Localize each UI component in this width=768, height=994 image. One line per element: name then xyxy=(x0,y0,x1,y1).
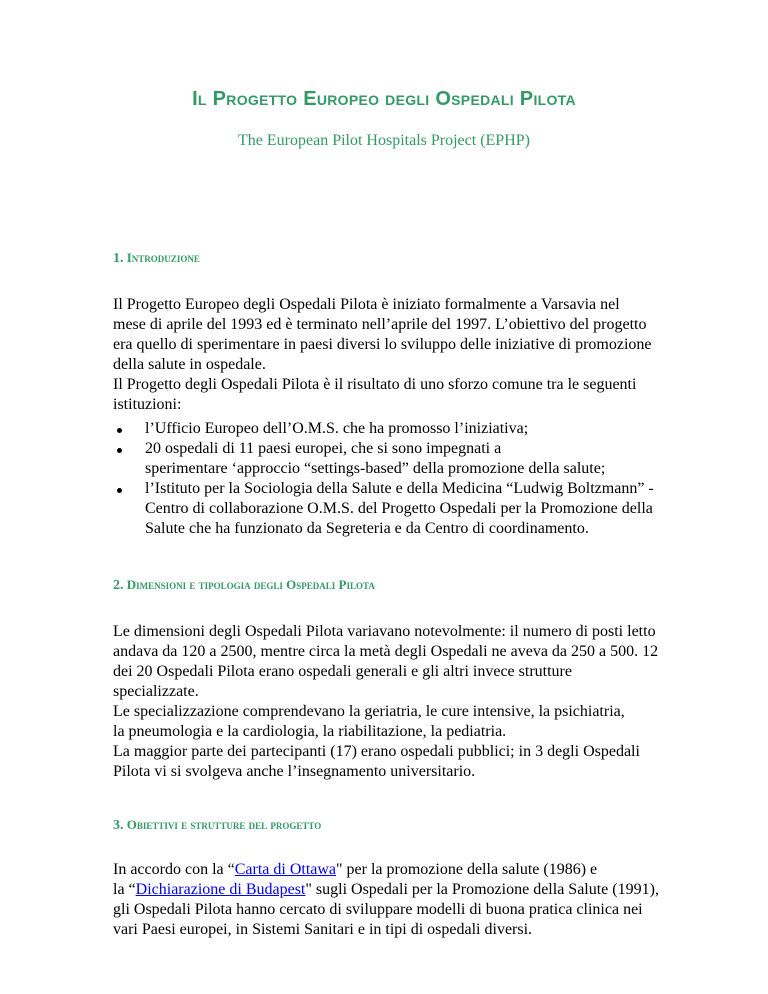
text-line: Le dimensioni degli Ospedali Pilota variavano notevolmente: il numero di posti letto xyxy=(113,623,656,640)
text-line: della salute in ospedale. xyxy=(113,356,266,373)
section-2-heading xyxy=(113,577,375,594)
text-line xyxy=(113,860,673,880)
text-line: l’Istituto per la Sociologia della Salute e della Medicina “Ludwig Boltzmann” - xyxy=(145,480,654,497)
document-title: Il Progetto Europeo degli Ospedali Pilota xyxy=(192,88,576,110)
document-subtitle: The European Pilot Hospitals Project (EPHP) xyxy=(238,132,530,149)
bullet-icon xyxy=(117,488,122,493)
text-line: era quello di sperimentare in paesi diversi lo sviluppo delle iniziative di promozione xyxy=(113,336,652,353)
section-2-paragraph xyxy=(113,622,673,782)
text-line: Il Progetto Europeo degli Ospedali Pilota è iniziato formalmente a Varsavia nel xyxy=(113,296,620,313)
text-segment: In accordo con la “ xyxy=(113,861,235,878)
text-segment: " per la promozione della salute (1986) e xyxy=(336,861,598,878)
list-item xyxy=(113,479,673,539)
text-line: sperimentare ‘approccio “settings-based” della promozione della salute; xyxy=(145,460,606,477)
carta-di-ottawa-link[interactable]: Carta di Ottawa xyxy=(234,861,337,878)
text-line: istituzioni: xyxy=(113,396,182,413)
text-segment: " sugli Ospedali per la Promozione della Salute (1991), xyxy=(305,881,659,898)
section-3-heading xyxy=(113,817,321,834)
text-segment: la “ xyxy=(113,881,136,898)
text-line: la pneumologia e la cardiologia, la riabilitazione, la pediatria. xyxy=(113,723,507,740)
text-line: l’Ufficio Europeo dell’O.M.S. che ha promosso l’iniziativa; xyxy=(145,420,529,437)
section-3-title: Obiettivi e strutture del progetto xyxy=(126,817,322,832)
text-line: vari Paesi europei, in Sistemi Sanitari e in tipi di ospedali diversi. xyxy=(113,921,533,938)
text-line: andava da 120 a 2500, mentre circa la metà degli Ospedali ne aveva da 250 a 500. 12 xyxy=(113,643,659,660)
bullet-icon xyxy=(117,428,122,433)
section-3-number: 3. xyxy=(113,818,124,833)
text-line: Centro di collaborazione O.M.S. del Progetto Ospedali per la Promozione della xyxy=(145,500,653,517)
section-1-number: 1. xyxy=(113,251,124,266)
section-2-title: Dimensioni e tipologia degli Ospedali Pilota xyxy=(126,577,375,592)
dichiarazione-di-budapest-link[interactable]: Dichiarazione di Budapest xyxy=(135,881,306,898)
text-line: 20 ospedali di 11 paesi europei, che si sono impegnati a xyxy=(145,440,502,457)
text-line: Pilota vi si svolgeva anche l’insegnamento universitario. xyxy=(113,763,476,780)
institutions-list xyxy=(113,419,673,539)
text-line: specializzate. xyxy=(113,683,199,700)
text-line: Il Progetto degli Ospedali Pilota è il risultato di uno sforzo comune tra le seguenti xyxy=(113,376,637,393)
text-line: La maggior parte dei partecipanti (17) erano ospedali pubblici; in 3 degli Ospedali xyxy=(113,743,640,760)
text-line xyxy=(113,880,673,900)
section-1-paragraph xyxy=(113,295,673,415)
section-1-heading xyxy=(113,250,200,267)
section-3-paragraph xyxy=(113,860,673,940)
section-2-number: 2. xyxy=(113,578,124,593)
text-line: gli Ospedali Pilota hanno cercato di sviluppare modelli di buona pratica clinica nei xyxy=(113,901,643,918)
text-line: Salute che ha funzionato da Segreteria e da Centro di coordinamento. xyxy=(145,520,589,537)
text-line: mese di aprile del 1993 ed è terminato nell’aprile del 1997. L’obiettivo del progetto xyxy=(113,316,647,333)
text-line: dei 20 Ospedali Pilota erano ospedali generali e gli altri invece strutture xyxy=(113,663,572,680)
list-item xyxy=(113,419,673,439)
list-item xyxy=(113,439,673,479)
bullet-icon xyxy=(117,448,122,453)
text-line: Le specializzazione comprendevano la geriatria, le cure intensive, la psichiatria, xyxy=(113,703,625,720)
section-1-title: Introduzione xyxy=(126,250,200,265)
